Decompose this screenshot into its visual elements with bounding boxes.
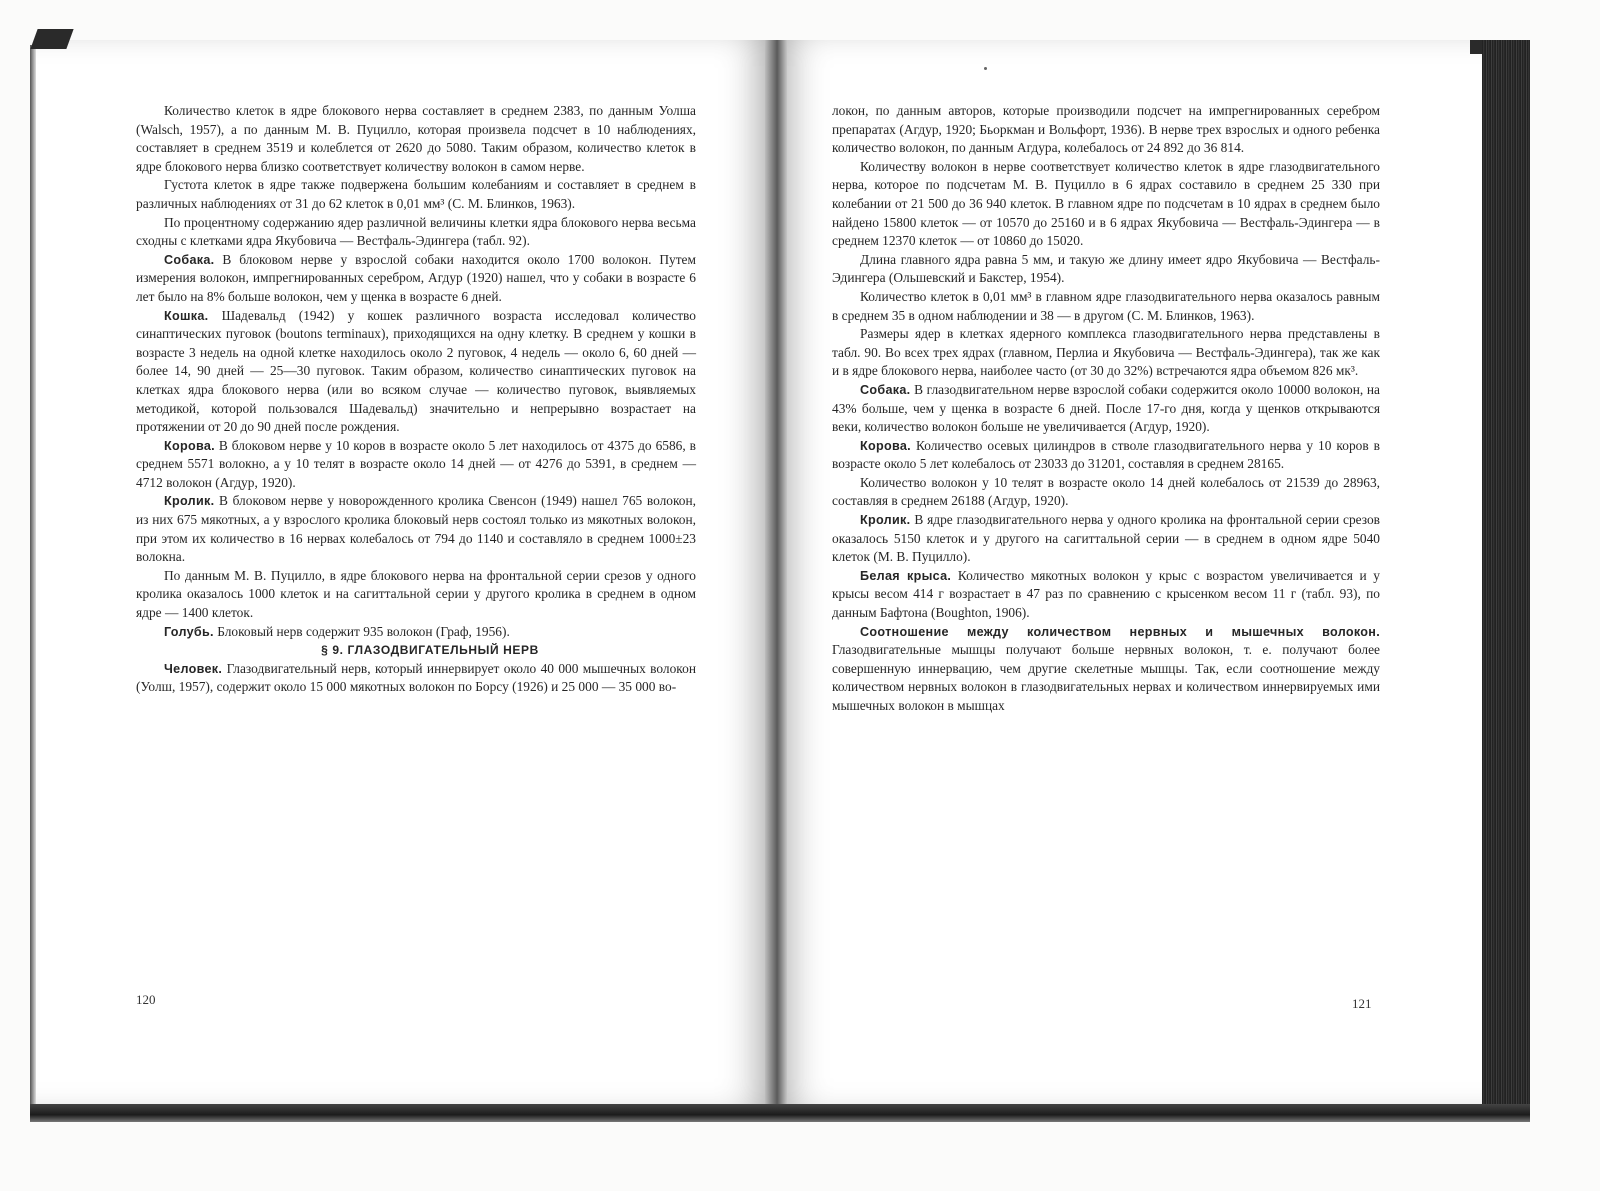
paragraph-heading: Соотношение между количеством нервных и мышечных волокон.	[860, 624, 1380, 639]
paragraph-heading: Кролик.	[164, 494, 215, 509]
book-gutter	[765, 40, 787, 1106]
paragraph: Количество клеток в 0,01 мм³ в главном ядре глазодвигательного нерва оказалось равным в среднем 35 в одном наблюдении и 38 — в другом (С. М. Блинков, 1963).	[832, 288, 1380, 323]
paragraph: Длина главного ядра равна 5 мм, и такую же длину имеет ядро Якубовича — Вестфаль-Эдингера (Ольшевский и Бакстер, 1954).	[832, 251, 1380, 286]
page-number-right: 121	[1352, 996, 1372, 1011]
paragraph: Человек. Глазодвигательный нерв, который иннервирует около 40 000 мышечных волокон (Уолш, 1957), содержит около 15 000 мякотных волокон по Борсу (1926) и 25 000 — 35 000 во-	[136, 660, 696, 695]
left-page-text	[136, 102, 696, 697]
paragraph-heading: Собака.	[860, 382, 911, 397]
book-page-edges	[1482, 40, 1530, 1110]
paragraph: Белая крыса. Количество мякотных волокон у крыс с возрастом увеличивается и у крысы весом 414 г возрастает в 47 раз по сравнению с крысенком весом 11 г (табл. 93), по данным Бафтона (Boughton, 1906).	[832, 567, 1380, 621]
paragraph: Корова. Количество осевых цилиндров в стволе глазодвигательного нерва у 10 коров в возрасте около 5 лет колебалось от 23033 до 31201, составляя в среднем 28165.	[832, 437, 1380, 472]
paragraph: Корова. В блоковом нерве у 10 коров в возрасте около 5 лет находилось от 4375 до 6586, в среднем 5571 волокно, а у 10 телят в возрасте около 14 дней — от 4276 до 5391, в среднем — 4712 волокон (Агдур, 1920).	[136, 437, 696, 490]
section-title: § 9. ГЛАЗОДВИГАТЕЛЬНЫЙ НЕРВ	[321, 643, 539, 658]
paragraph: Голубь. Блоковый нерв содержит 935 волокон (Граф, 1956).	[164, 623, 510, 639]
paragraph: Густота клеток в ядре также подвержена большим колебаниям и составляет в среднем в различных наблюдениях от 31 до 62 клеток в 0,01 мм³ (С. М. Блинков, 1963).	[136, 177, 696, 211]
paragraph-heading: Корова.	[860, 438, 911, 453]
paragraph: Кролик. В ядре глазодвигательного нерва у одного кролика на фронтальной серии срезов оказалось 5150 клеток и у другого на сагиттальной серии — в среднем в одном ядре 5040 клеток (М. В. Пуцилло).	[832, 512, 1380, 565]
paragraph-heading: Корова.	[164, 438, 215, 453]
paragraph: Собака. В глазодвигательном нерве взрослой собаки содержится около 10000 волокон, на 43% больше, чем у щенка в возрасте 6 дней. После 17-го дня, когда у щенков открываются веки, количество волокон больше не увеличивается (Агдур, 1920).	[832, 381, 1380, 435]
paragraph: По процентному содержанию ядер различной величины клетки ядра блокового нерва весьма сходны с клетками ядра Якубовича — Вестфаль-Эдингера (табл. 92).	[136, 214, 696, 249]
paragraph-heading: Кошка.	[164, 308, 209, 323]
paragraph: локон, по данным авторов, которые производили подсчет на импрегнированных серебром препаратах (Агдур, 1920; Бьоркман и Вольфорт, 1936). В нерве трех взрослых и одного ребенка количество волокон, по данным Агдура, колебалось от 24 892 до 36 814.	[832, 103, 1380, 156]
scan-shadow-corner	[30, 29, 73, 49]
paragraph: Размеры ядер в клетках ядерного комплекса глазодвигательного нерва представлены в табл. 90. Во всех трех ядрах (главном, Перлиа и Якубовича — Вестфаль-Эдингера), так же как и в ядре блокового нерва, наиболее часто (от 30 до 32%) встречаются ядра объемом 826 мк³.	[832, 326, 1380, 379]
scan-speck	[984, 67, 987, 70]
paragraph: По данным М. В. Пуцилло, в ядре блокового нерва на фронтальной серии срезов у одного кролика оказалось 1000 клеток и на сагиттальной серии у другого кролика в среднем в одном ядре — 1400 клеток.	[136, 567, 696, 621]
scan-shadow-bottom	[30, 1104, 1530, 1122]
paragraph-heading: Собака.	[164, 252, 215, 267]
paragraph: Количество волокон у 10 телят в возрасте около 14 дней колебалось от 21539 до 28963, составляя в среднем 26188 (Агдур, 1920).	[832, 474, 1380, 509]
paragraph: Количеству волокон в нерве соответствует количество клеток в ядре глазодвигательного нерва, которое по подсчетам М. В. Пуцилло в 6 ядрах составило в среднем 25 330 при колебании от 21 500 до 36 940 клеток. В главном ядре по подсчетам в 10 ядрах в среднем было найдено 15800 клеток — от 10570 до 25160 и в 6 ядрах Якубовича — Вестфаль-Эдингера — в среднем 12370 клеток — от 10860 до 15020.	[832, 158, 1380, 249]
paragraph-heading: Человек.	[164, 661, 223, 676]
paragraph-heading: Голубь.	[164, 624, 214, 639]
right-page-text	[832, 102, 1380, 716]
page-number-left: 120	[136, 992, 156, 1007]
paragraph-heading: Белая крыса.	[860, 568, 952, 583]
paragraph: Количество клеток в ядре блокового нерва составляет в среднем 2383, по данным Уолша (Walsch, 1957), а по данным М. В. Пуцилло, которая произвела подсчет в 10 наблюдениях, составляет в среднем 3519 и колеблется от 2620 до 5080. Таким образом, количество клеток в ядре блокового нерва близко соответствует количеству волокон в самом нерве.	[136, 103, 696, 174]
paragraph: Кошка. Шадевальд (1942) у кошек различного возраста исследовал количество синаптических пуговок (boutons terminaux), приходящихся на одну клетку. В среднем у кошки в возрасте 3 недель на одной клетке находилось около 2 пуговок, 4 недель — около 6, 60 дней — более 14, 90 дней — 25—30 пуговок. Таким образом, количество синаптических пуговок на клетках ядра блокового нерва (или во всяком случае — количество пуговок, выявляемых методикой, которой пользовался Шадевальд) значительно и непрерывно возрастает на протяжении от 20 до 90 дней после рождения.	[136, 307, 696, 435]
paragraph-heading: Кролик.	[860, 513, 911, 528]
paragraph: Собака. В блоковом нерве у взрослой собаки находится около 1700 волокон. Путем измерения волокон, импрегнированных серебром, Агдур (1920) нашел, что у собаки в возрасте 6 лет было на 8% больше волокон, чем у щенка в возрасте 6 дней.	[136, 251, 696, 304]
paragraph: Кролик. В блоковом нерве у новорожденного кролика Свенсон (1949) нашел 765 волокон, из них 675 мякотных, а у взрослого кролика блоковый нерв состоял только из мякотных волокон, при этом их количество в 16 нервах колебалось от 794 до 1140 и составляло в среднем 1000±23 волокна.	[136, 493, 696, 565]
paragraph: Соотношение между количеством нервных и мышечных волокон. Глазодвигательные мышцы получают больше нервных волокон, т. е. получают более совершенную иннервацию, чем другие скелетные мышцы. Так, если соотношение между количеством нервных волокон в глазодвигательных нервах и количеством иннервируемых ими мышечных волокон в мышцах	[832, 624, 1380, 713]
